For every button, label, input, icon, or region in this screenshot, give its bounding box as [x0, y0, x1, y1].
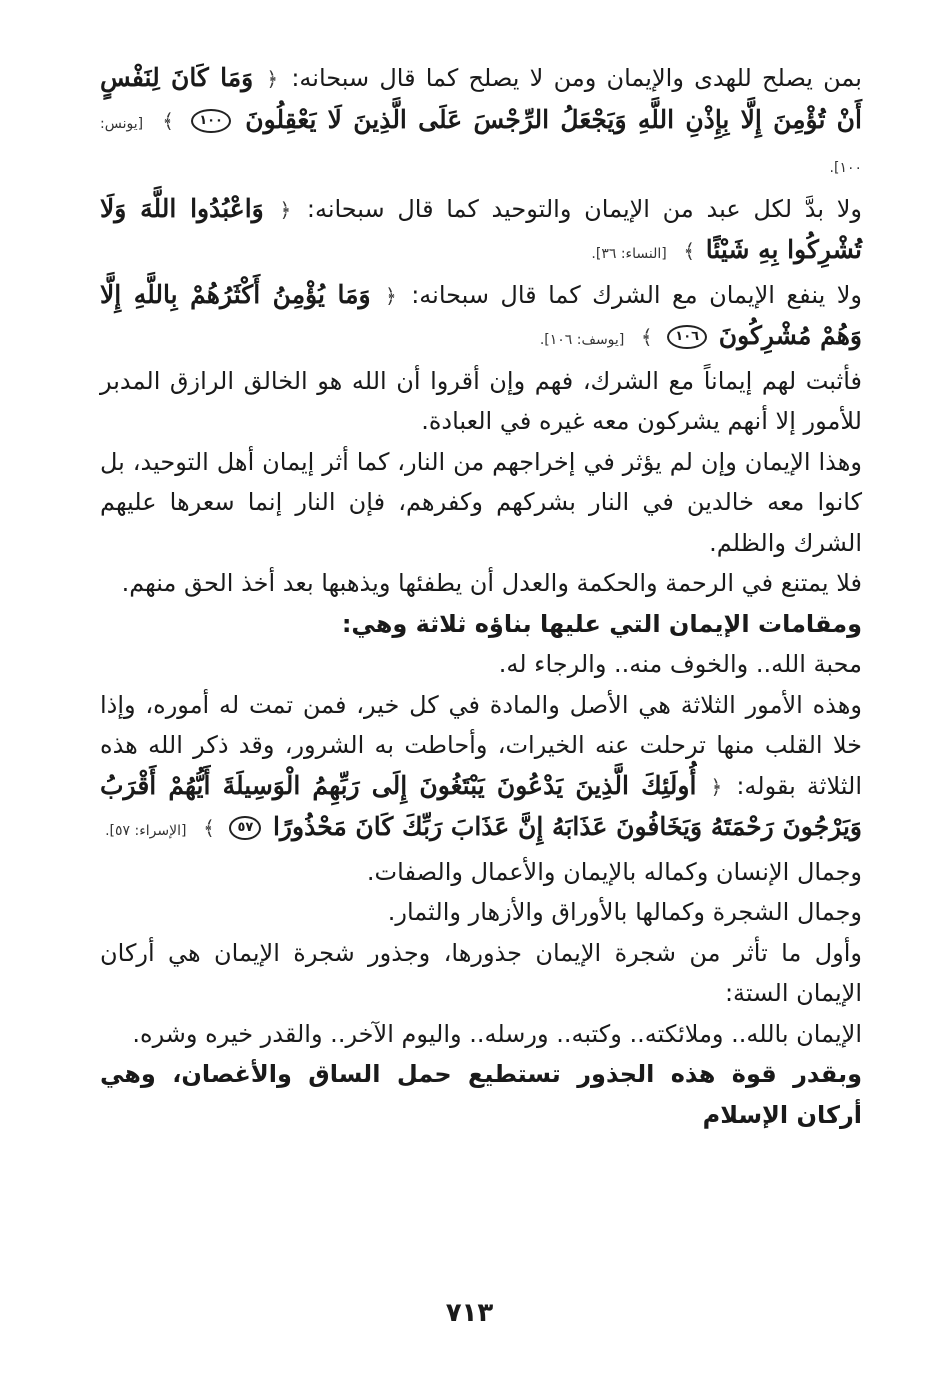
verse-reference: [يوسف: ١٠٦]. — [539, 332, 625, 348]
paragraph-bold: وبقدر قوة هذه الجذور تستطيع حمل الساق والأغصان، وهي أركان الإسلام — [100, 1060, 862, 1129]
paragraph-quran-yusuf — [100, 275, 862, 361]
paragraph: الإيمان بالله.. وملائكته.. وكتبه.. ورسله.. واليوم الآخر.. والقدر خيره وشره. — [132, 1019, 862, 1048]
ayah-open-bracket: ﴿ — [279, 197, 292, 222]
paragraph-quran-nisa — [100, 189, 862, 275]
paragraph-text: وهذه الأمور الثلاثة هي الأصل والمادة في كل خير، فمن تمت له أموره، وإذا خلا القلب منها ترحلت عنه الخيرات، وأحاطت به الشرور، وقد ذكر الله هذه الثلاثة بقوله: — [100, 690, 862, 800]
quran-verse: أُولَئِكَ الَّذِينَ يَدْعُونَ يَبْتَغُونَ إِلَى رَبِّهِمُ الْوَسِيلَةَ أَيُّهُمْ أَقْرَبُ وَيَرْجُونَ رَحْمَتَهُ وَيَخَافُونَ عَذَابَهُ إِنَّ عَذَابَ رَبِّكَ كَانَ مَحْذُورًا — [100, 770, 862, 841]
ayah-open-bracket: ﴿ — [710, 774, 723, 799]
paragraph: فلا يمتنع في الرحمة والحكمة والعدل أن يطفئها ويذهبها بعد أخذ الحق منهم. — [121, 569, 862, 597]
ayah-open-bracket: ﴿ — [385, 283, 397, 308]
quran-verse: وَمَا كَانَ لِنَفْسٍ أَنْ تُؤْمِنَ إِلَّا بِإِذْنِ اللَّهِ وَيَجْعَلُ الرِّجْسَ عَلَى الَّذِينَ لَا يَعْقِلُونَ — [100, 63, 862, 134]
ayah-close-bracket: ﴾ — [640, 325, 653, 349]
paragraph: فأثبت لهم إيماناً مع الشرك، فهم وإن أقروا أن الله هو الخالق الرازق المدبر للأمور إلا أنهم يشركون معه غيره في العبادة. — [100, 366, 862, 435]
paragraph: محبة الله.. والخوف منه.. والرجاء له. — [498, 650, 862, 678]
paragraph: وأول ما تأثر من شجرة الإيمان جذورها، وجذور شجرة الإيمان هي أركان الإيمان الستة: — [100, 938, 862, 1007]
ayah-number-marker: ١٠٦ — [667, 325, 707, 349]
verse-reference: [الإسراء: ٥٧]. — [105, 823, 187, 839]
paragraph-quran-isra — [100, 685, 862, 852]
ayah-number-marker: ١٠٠ — [191, 109, 231, 133]
verse-reference: [يونس: ١٠٠]. — [100, 115, 862, 176]
ayah-number-marker: ٥٧ — [229, 816, 261, 840]
quran-verse: وَاعْبُدُوا اللَّهَ وَلَا تُشْرِكُوا بِهِ شَيْئًا — [100, 193, 862, 264]
page-body — [100, 58, 862, 1135]
ayah-open-bracket: ﴿ — [266, 67, 279, 91]
paragraph-quran-yunus — [100, 58, 862, 189]
page-number: ٧١٣ — [445, 1298, 494, 1328]
ayah-close-bracket: ﴾ — [683, 239, 696, 263]
quran-verse: وَمَا يُؤْمِنُ أَكْثَرُهُمْ بِاللَّهِ إِلَّا وَهُمْ مُشْرِكُونَ — [100, 279, 862, 350]
section-heading: ومقامات الإيمان التي عليها بناؤه ثلاثة وهي: — [341, 609, 862, 638]
paragraph-text: بمن يصلح للهدى والإيمان ومن لا يصلح كما قال سبحانه: — [291, 64, 862, 92]
paragraph: وهذا الإيمان وإن لم يؤثر في إخراجهم من النار، كما أثر إيمان أهل التوحيد، بل كانوا معه خالدين في النار بشركهم وكفرهم، فإن النار إنما سعرها عليهم الشرك والظلم. — [100, 447, 862, 557]
paragraph: وجمال الشجرة وكمالها بالأوراق والأزهار والثمار. — [387, 898, 862, 926]
verse-reference: [النساء: ٣٦]. — [591, 246, 667, 262]
paragraph: وجمال الإنسان وكماله بالإيمان والأعمال والصفات. — [366, 857, 862, 886]
paragraph-text: ولا ينفع الإيمان مع الشرك كما قال سبحانه: — [411, 280, 862, 309]
paragraph-text: ولا بدَّ لكل عبد من الإيمان والتوحيد كما قال سبحانه: — [306, 194, 863, 223]
ayah-close-bracket: ﴾ — [162, 108, 174, 133]
ayah-close-bracket: ﴾ — [203, 816, 215, 840]
